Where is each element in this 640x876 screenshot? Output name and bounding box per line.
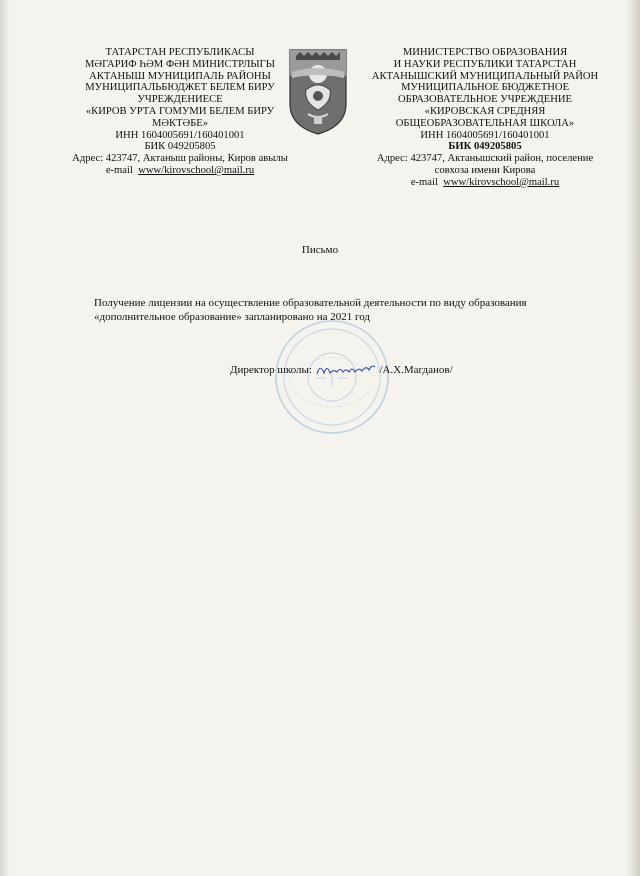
header-left-line: УЧРЕЖДЕНИЕСЕ — [137, 94, 223, 106]
header-right-email-line — [360, 177, 610, 189]
email-label: e-mail — [105, 164, 133, 176]
body-line: «дополнительное образование» запланировано на 2021 год — [94, 311, 371, 323]
header-right-line: ОБЩЕОБРАЗОВАТЕЛЬНАЯ ШКОЛА» — [395, 117, 575, 129]
header-left-line: ТАТАРСТАН РЕСПУБЛИКАСЫ — [105, 47, 255, 58]
header-left-line: БИК 049205805 — [144, 141, 216, 153]
signature-name: /А.Х.Магданов/ — [379, 364, 453, 376]
header-right-line: МИНИСТЕРСТВО ОБРАЗОВАНИЯ — [402, 47, 568, 58]
header-left-line: Адрес: 423747, Актаныш районы, Киров авылы — [72, 153, 288, 165]
header-left-line: МӘГАРИФ ҺӘМ ФӘН МИНИСТРЛЫГЫ — [85, 58, 275, 70]
official-round-stamp-icon — [272, 318, 392, 436]
header-right-line: Адрес: 423747, Актанышский район, поселение — [376, 153, 594, 165]
email-link[interactable]: www/kirovschool@mail.ru — [443, 176, 560, 188]
header-right-line: «КИРОВСКАЯ СРЕДНЯЯ — [424, 105, 546, 117]
header-left-block — [55, 47, 305, 177]
signature-line — [230, 361, 453, 377]
header-left-line: ИНН 1604005691/160401001 — [115, 129, 245, 141]
header-right-block — [360, 47, 610, 189]
header-right-line: МУНИЦИПАЛЬНОЕ БЮДЖЕТНОЕ — [400, 82, 570, 94]
header-right-line: БИК 049205805 — [448, 141, 522, 153]
scan-edge-left — [0, 0, 10, 876]
header-left-line: «КИРОВ УРТА ГОМУМИ БЕЛЕМ БИРУ — [85, 105, 275, 117]
handwritten-signature-icon — [315, 361, 377, 377]
header-right-line: И НАУКИ РЕСПУБЛИКИ ТАТАРСТАН — [393, 58, 577, 70]
header-right-line: совхоза имени Кирова — [434, 164, 536, 176]
email-link[interactable]: www/kirovschool@mail.ru — [138, 164, 255, 176]
scan-edge-right — [626, 0, 640, 876]
header-right-line: ИНН 1604005691/160401001 — [420, 129, 550, 141]
signature-prefix: Директор школы: — [230, 364, 312, 376]
header-right-line: ОБРАЗОВАТЕЛЬНОЕ УЧРЕЖДЕНИЕ — [398, 94, 572, 106]
body-line: Получение лицензии на осуществление образовательной деятельности по виду образования — [94, 297, 527, 309]
header-left-email-line — [55, 165, 305, 177]
email-label: e-mail — [410, 176, 438, 188]
header-left-line: АКТАНЫШ МУНИЦИПАЛЬ РАЙОНЫ — [89, 70, 271, 82]
document-title: Письмо — [301, 244, 339, 256]
header-right-line: АКТАНЫШСКИЙ МУНИЦИПАЛЬНЫЙ РАЙОН — [371, 70, 599, 82]
header-left-line: МӘКТӘБЕ» — [151, 117, 209, 129]
header-left-line: МУНИЦИПАЛЬБЮДЖЕТ БЕЛЕМ БИРУ — [85, 82, 275, 94]
coat-of-arms-emblem-icon — [286, 46, 350, 136]
